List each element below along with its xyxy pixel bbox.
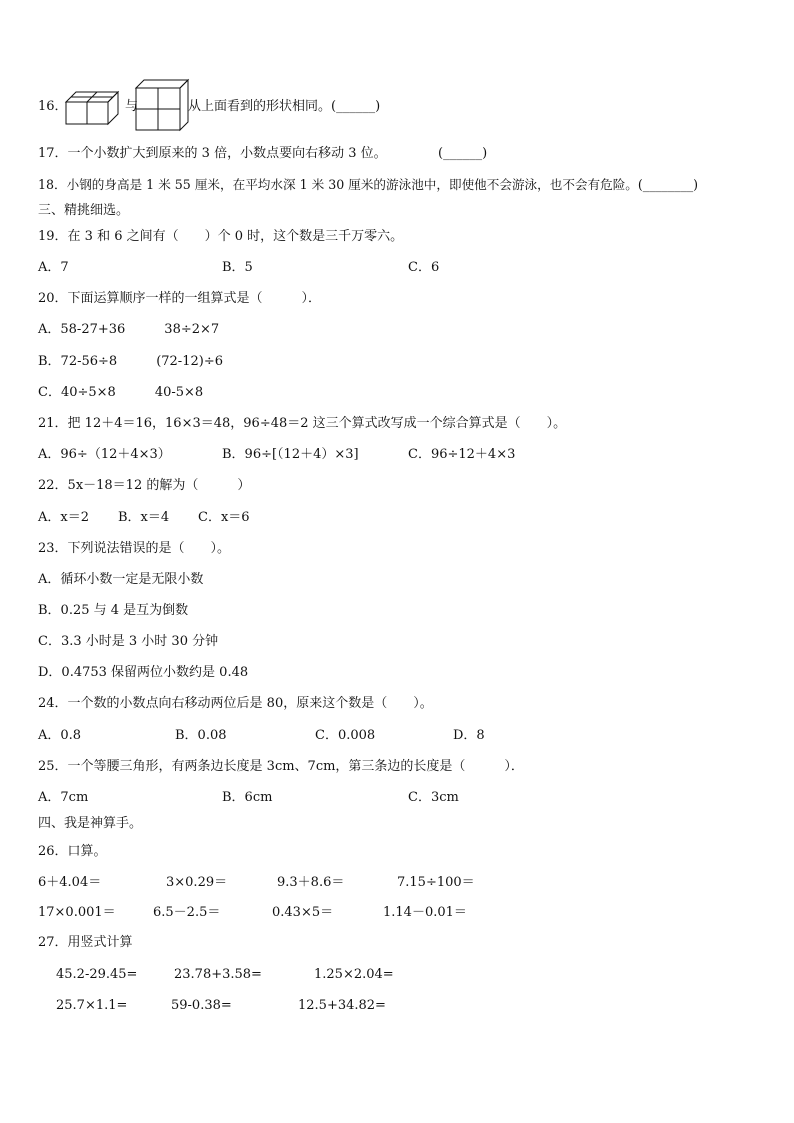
q19-option-c: C．6 bbox=[408, 260, 440, 275]
q25-option-b: B．6cm bbox=[222, 790, 273, 805]
q27-r1-item1: 45.2-29.45= bbox=[56, 967, 138, 982]
q26-r2-item1: 17×0.001＝ bbox=[38, 905, 116, 920]
q20-option-c: C．40÷5×8 40-5×8 bbox=[38, 385, 204, 400]
q17-text: 17．一个小数扩大到原来的 3 倍，小数点要向右移动 3 位。 bbox=[38, 146, 387, 161]
q19-option-a: A．7 bbox=[38, 260, 69, 275]
q22-text: 22．5x－18＝12 的解为（ ） bbox=[38, 478, 251, 493]
q16-number: 16． bbox=[38, 99, 68, 114]
q26-r1-item2: 3×0.29＝ bbox=[166, 875, 228, 890]
q26-r2-item3: 0.43×5＝ bbox=[272, 905, 334, 920]
q23-option-d: D．0.4753 保留两位小数约是 0.48 bbox=[38, 665, 249, 680]
q24-option-b: B．0.08 bbox=[175, 728, 227, 743]
q21-option-c: C．96÷12＋4×3 bbox=[408, 447, 516, 462]
q27-r2-item3: 12.5+34.82= bbox=[298, 998, 386, 1013]
q16-text: 从上面看到的形状相同。(______) bbox=[188, 99, 381, 114]
q25-text: 25．一个等腰三角形，有两条边长度是 3cm、7cm，第三条边的长度是（ ）． bbox=[38, 759, 524, 774]
q27-r1-item2: 23.78+3.58= bbox=[174, 967, 262, 982]
q23-option-b: B．0.25 与 4 是互为倒数 bbox=[38, 603, 189, 618]
q22-option-a: A．x＝2 bbox=[38, 510, 89, 525]
cube-figure-2 bbox=[134, 78, 194, 132]
q23-option-c: C．3.3 小时是 3 小时 30 分钟 bbox=[38, 634, 219, 649]
q24-option-c: C．0.008 bbox=[315, 728, 376, 743]
q24-option-a: A．0.8 bbox=[38, 728, 82, 743]
cube-figure-1 bbox=[64, 88, 124, 128]
q19-option-b: B．5 bbox=[222, 260, 253, 275]
q21-option-a: A．96÷（12＋4×3） bbox=[38, 447, 171, 462]
q26-r2-item2: 6.5－2.5＝ bbox=[153, 905, 221, 920]
q21-text: 21．把 12＋4＝16，16×3＝48，96÷48＝2 这三个算式改写成一个综合算式是（ ）。 bbox=[38, 416, 567, 431]
q24-text: 24．一个数的小数点向右移动两位后是 80，原来这个数是（ ）。 bbox=[38, 696, 433, 711]
q19-text: 19．在 3 和 6 之间有（ ）个 0 时，这个数是三千万零六。 bbox=[38, 229, 404, 244]
q26-r1-item4: 7.15÷100＝ bbox=[397, 875, 475, 890]
q21-option-b: B．96÷[（12＋4）×3] bbox=[222, 447, 359, 462]
q18-text: 18．小钢的身高是 1 米 55 厘米，在平均水深 1 米 30 厘米的游泳池中，即使他不会游泳，也不会有危险。(________) bbox=[38, 177, 699, 192]
q27-r2-item2: 59-0.38= bbox=[171, 998, 232, 1013]
q23-option-a: A．循环小数一定是无限小数 bbox=[38, 572, 204, 587]
q26-title: 26．口算。 bbox=[38, 844, 107, 859]
q27-title: 27．用竖式计算 bbox=[38, 935, 133, 950]
section-3-title: 三、精挑细选。 bbox=[38, 203, 130, 218]
q27-r2-item1: 25.7×1.1= bbox=[56, 998, 128, 1013]
q27-r1-item3: 1.25×2.04= bbox=[314, 967, 394, 982]
q25-option-c: C．3cm bbox=[408, 790, 459, 805]
q26-r1-item3: 9.3＋8.6＝ bbox=[277, 875, 345, 890]
q20-option-b: B．72-56÷8 (72-12)÷6 bbox=[38, 354, 223, 369]
q26-r1-item1: 6＋4.04＝ bbox=[38, 875, 102, 890]
q25-option-a: A．7cm bbox=[38, 790, 89, 805]
section-4-title: 四、我是神算手。 bbox=[38, 816, 143, 831]
q20-text: 20．下面运算顺序一样的一组算式是（ ）． bbox=[38, 291, 322, 306]
q20-option-a: A．58-27+36 38÷2×7 bbox=[38, 322, 220, 337]
q16-yu: 与 bbox=[125, 99, 139, 114]
q22-option-b: B．x＝4 bbox=[118, 510, 170, 525]
q22-option-c: C．x＝6 bbox=[198, 510, 250, 525]
q26-r2-item4: 1.14－0.01＝ bbox=[383, 905, 467, 920]
q23-text: 23．下列说法错误的是（ ）。 bbox=[38, 541, 231, 556]
q24-option-d: D．8 bbox=[453, 728, 485, 743]
q17-blank: (______) bbox=[438, 146, 488, 161]
